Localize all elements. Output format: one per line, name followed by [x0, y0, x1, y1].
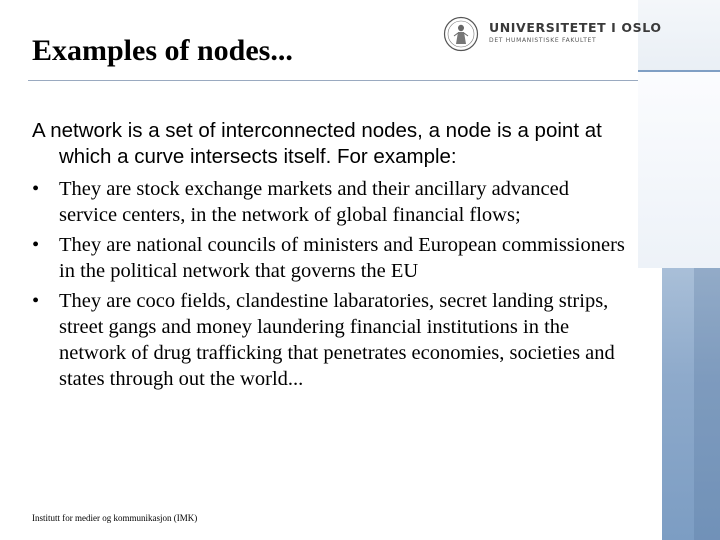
title-divider [28, 80, 638, 81]
decorative-mid-block [638, 72, 720, 268]
decorative-shade-block [694, 268, 720, 540]
faculty-name: DET HUMANISTISKE FAKULTET [489, 37, 597, 44]
university-logo [443, 14, 662, 56]
bullet-text: They are national councils of ministers and European commissioners in the political network that governs the EU [59, 234, 625, 282]
bullet-item [32, 176, 632, 228]
decorative-side-panel [638, 0, 720, 540]
slide-title: Examples of nodes... [32, 34, 293, 67]
intro-paragraph: A network is a set of interconnected nodes, a node is a point at which a curve intersects itself. For example: [32, 119, 602, 168]
slide-body [32, 118, 632, 396]
bullet-item [32, 288, 632, 392]
bullet-list [32, 176, 632, 392]
bullet-text: They are stock exchange markets and their ancillary advanced service centers, in the network of global financial flows; [59, 178, 569, 226]
bullet-text: They are coco fields, clandestine labaratories, secret landing strips, street gangs and money laundering financial institutions in the network of drug trafficking that penetrates economies, societies and states through out the world... [59, 290, 615, 390]
bullet-marker: • [32, 290, 40, 312]
university-name: UNIVERSITETET I OSLO [489, 20, 662, 35]
bullet-item [32, 232, 632, 284]
university-seal-icon [443, 16, 479, 52]
decorative-top-block [638, 0, 720, 72]
footer-text: Institutt for medier og kommunikasjon (IMK) [32, 513, 198, 523]
bullet-marker: • [32, 234, 40, 256]
bullet-marker: • [32, 178, 40, 200]
